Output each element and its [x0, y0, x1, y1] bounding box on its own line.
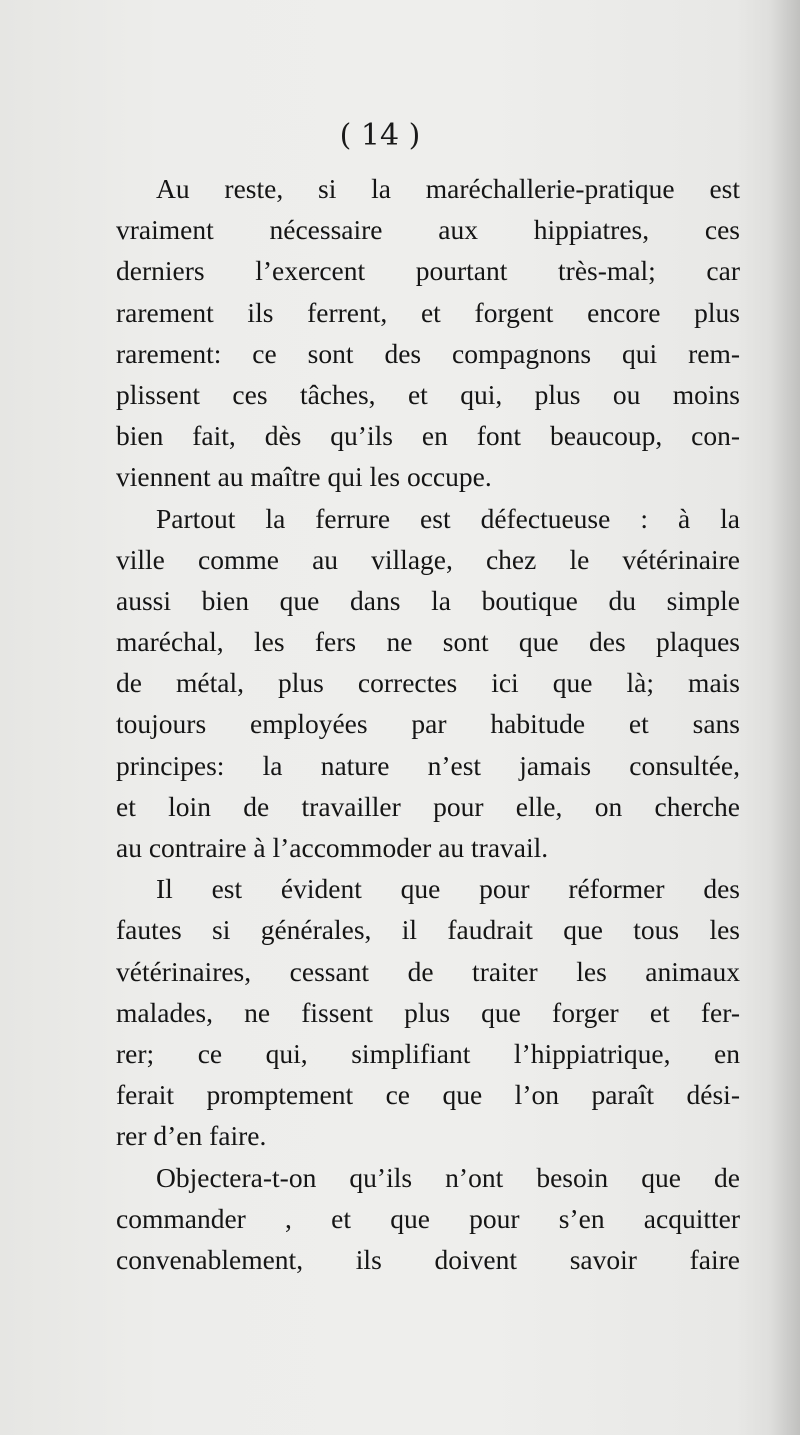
text-line: Objectera-t-on qu’ils n’ont besoin que de	[156, 1161, 740, 1193]
text-line: malades, ne fissent plus que forger et fer-	[116, 996, 740, 1028]
text-line: rer d’en faire.	[116, 1120, 267, 1152]
text-line: Au reste, si la maréchallerie-pratique est	[156, 173, 740, 204]
page-edge-shadow	[770, 0, 800, 1435]
text-line: et loin de travailler pour elle, on cherche	[116, 790, 740, 822]
text-line: convenablement, ils doivent savoir faire	[116, 1243, 740, 1275]
text-line: rer; ce qui, simplifiant l’hippiatrique, en	[116, 1037, 740, 1069]
text-line: plissent ces tâches, et qui, plus ou moins	[116, 378, 740, 410]
text-line: bien fait, dès qu’ils en font beaucoup, con-	[116, 420, 740, 452]
text-line: ville comme au village, chez le vétérinaire	[116, 543, 740, 575]
text-line: vétérinaires, cessant de traiter les animaux	[116, 955, 740, 987]
text-line: vraiment nécessaire aux hippiatres, ces	[116, 214, 740, 246]
text-line: fautes si générales, il faudrait que tous les	[116, 914, 740, 946]
text-line: au contraire à l’accommoder au travail.	[116, 832, 549, 863]
text-line: derniers l’exercent pourtant très-mal; car	[116, 255, 740, 287]
text-line: ferait promptement ce que l’on paraît dési-	[116, 1079, 740, 1111]
text-line: toujours employées par habitude et sans	[116, 708, 740, 740]
text-line: de métal, plus correctes ici que là; mais	[116, 667, 740, 699]
page-number: ( 14 )	[339, 118, 421, 153]
text-line: commander , et que pour s’en acquitter	[116, 1202, 740, 1234]
text-line: aussi bien que dans la boutique du simple	[116, 584, 740, 616]
text-line: rarement ils ferrent, et forgent encore plus	[116, 296, 740, 328]
text-line: viennent au maître qui les occupe.	[116, 461, 492, 493]
text-line: Il est évident que pour réformer des	[156, 873, 740, 905]
text-line: Partout la ferrure est défectueuse : à la	[156, 502, 740, 534]
text-line: principes: la nature n’est jamais consultée,	[116, 749, 740, 781]
body-text	[116, 168, 740, 1280]
text-line: maréchal, les fers ne sont que des plaques	[116, 626, 740, 658]
text-line: rarement: ce sont des compagnons qui rem-	[116, 337, 740, 369]
